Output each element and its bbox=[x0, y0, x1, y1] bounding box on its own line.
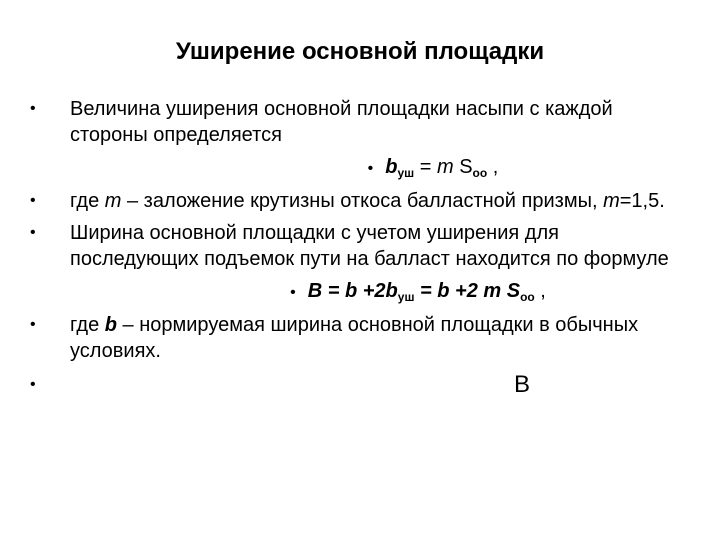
formula-2-lhs: B = b +2b bbox=[307, 280, 398, 302]
bullet-icon: • bbox=[290, 284, 296, 301]
item-4-prefix: где bbox=[70, 314, 105, 336]
formula-1-eq: = bbox=[414, 156, 437, 178]
bullet-icon: • bbox=[30, 100, 36, 117]
formula-1-tail: , bbox=[487, 156, 499, 178]
bullet-icon: • bbox=[367, 160, 374, 177]
bullet-item-4 bbox=[28, 312, 688, 364]
bullet-item-1 bbox=[28, 96, 688, 148]
item-4-suffix: – нормируемая ширина основной площадки в обычных условиях. bbox=[70, 314, 639, 362]
formula-1-s: S bbox=[453, 156, 473, 178]
item-2-m: m bbox=[104, 190, 122, 212]
item-2-mid: – заложение крутизны откоса балластной призмы, bbox=[121, 190, 604, 212]
formula-1-m: m bbox=[436, 156, 454, 178]
formula-1-b: b bbox=[385, 156, 398, 178]
bullet-item-5 bbox=[28, 370, 688, 400]
formula-1 bbox=[28, 154, 688, 182]
item-1-text: Величина уширения основной площадки насыпи с каждой стороны определяется bbox=[70, 98, 613, 146]
formula-2-sub-ush: уш bbox=[397, 290, 415, 304]
formula-1-sub-ush: уш bbox=[397, 166, 415, 180]
formula-1-sub-oo: оо bbox=[472, 166, 488, 180]
formula-2-tail: , bbox=[534, 280, 546, 302]
bullet-icon: • bbox=[30, 192, 36, 209]
item-2-suffix: =1,5. bbox=[619, 190, 665, 212]
bullet-icon: • bbox=[30, 224, 36, 241]
trailing-letter: В bbox=[514, 371, 531, 398]
formula-2-sub-oo: оо bbox=[520, 290, 535, 304]
bullet-icon: • bbox=[30, 376, 36, 393]
item-3-text: Ширина основной площадки с учетом уширения для последующих подъемок пути на балласт находится по формуле bbox=[70, 222, 669, 270]
item-2-m2: m bbox=[603, 190, 620, 212]
slide-body bbox=[28, 96, 688, 400]
item-2-prefix: где bbox=[70, 190, 105, 212]
item-4-b: b bbox=[104, 314, 117, 336]
bullet-icon: • bbox=[30, 316, 36, 333]
formula-2 bbox=[28, 278, 688, 306]
formula-2-rhs: = b +2 m S bbox=[414, 280, 521, 302]
slide-title: Уширение основной площадки bbox=[175, 38, 545, 65]
bullet-item-3 bbox=[28, 220, 688, 272]
bullet-item-2 bbox=[28, 188, 688, 214]
